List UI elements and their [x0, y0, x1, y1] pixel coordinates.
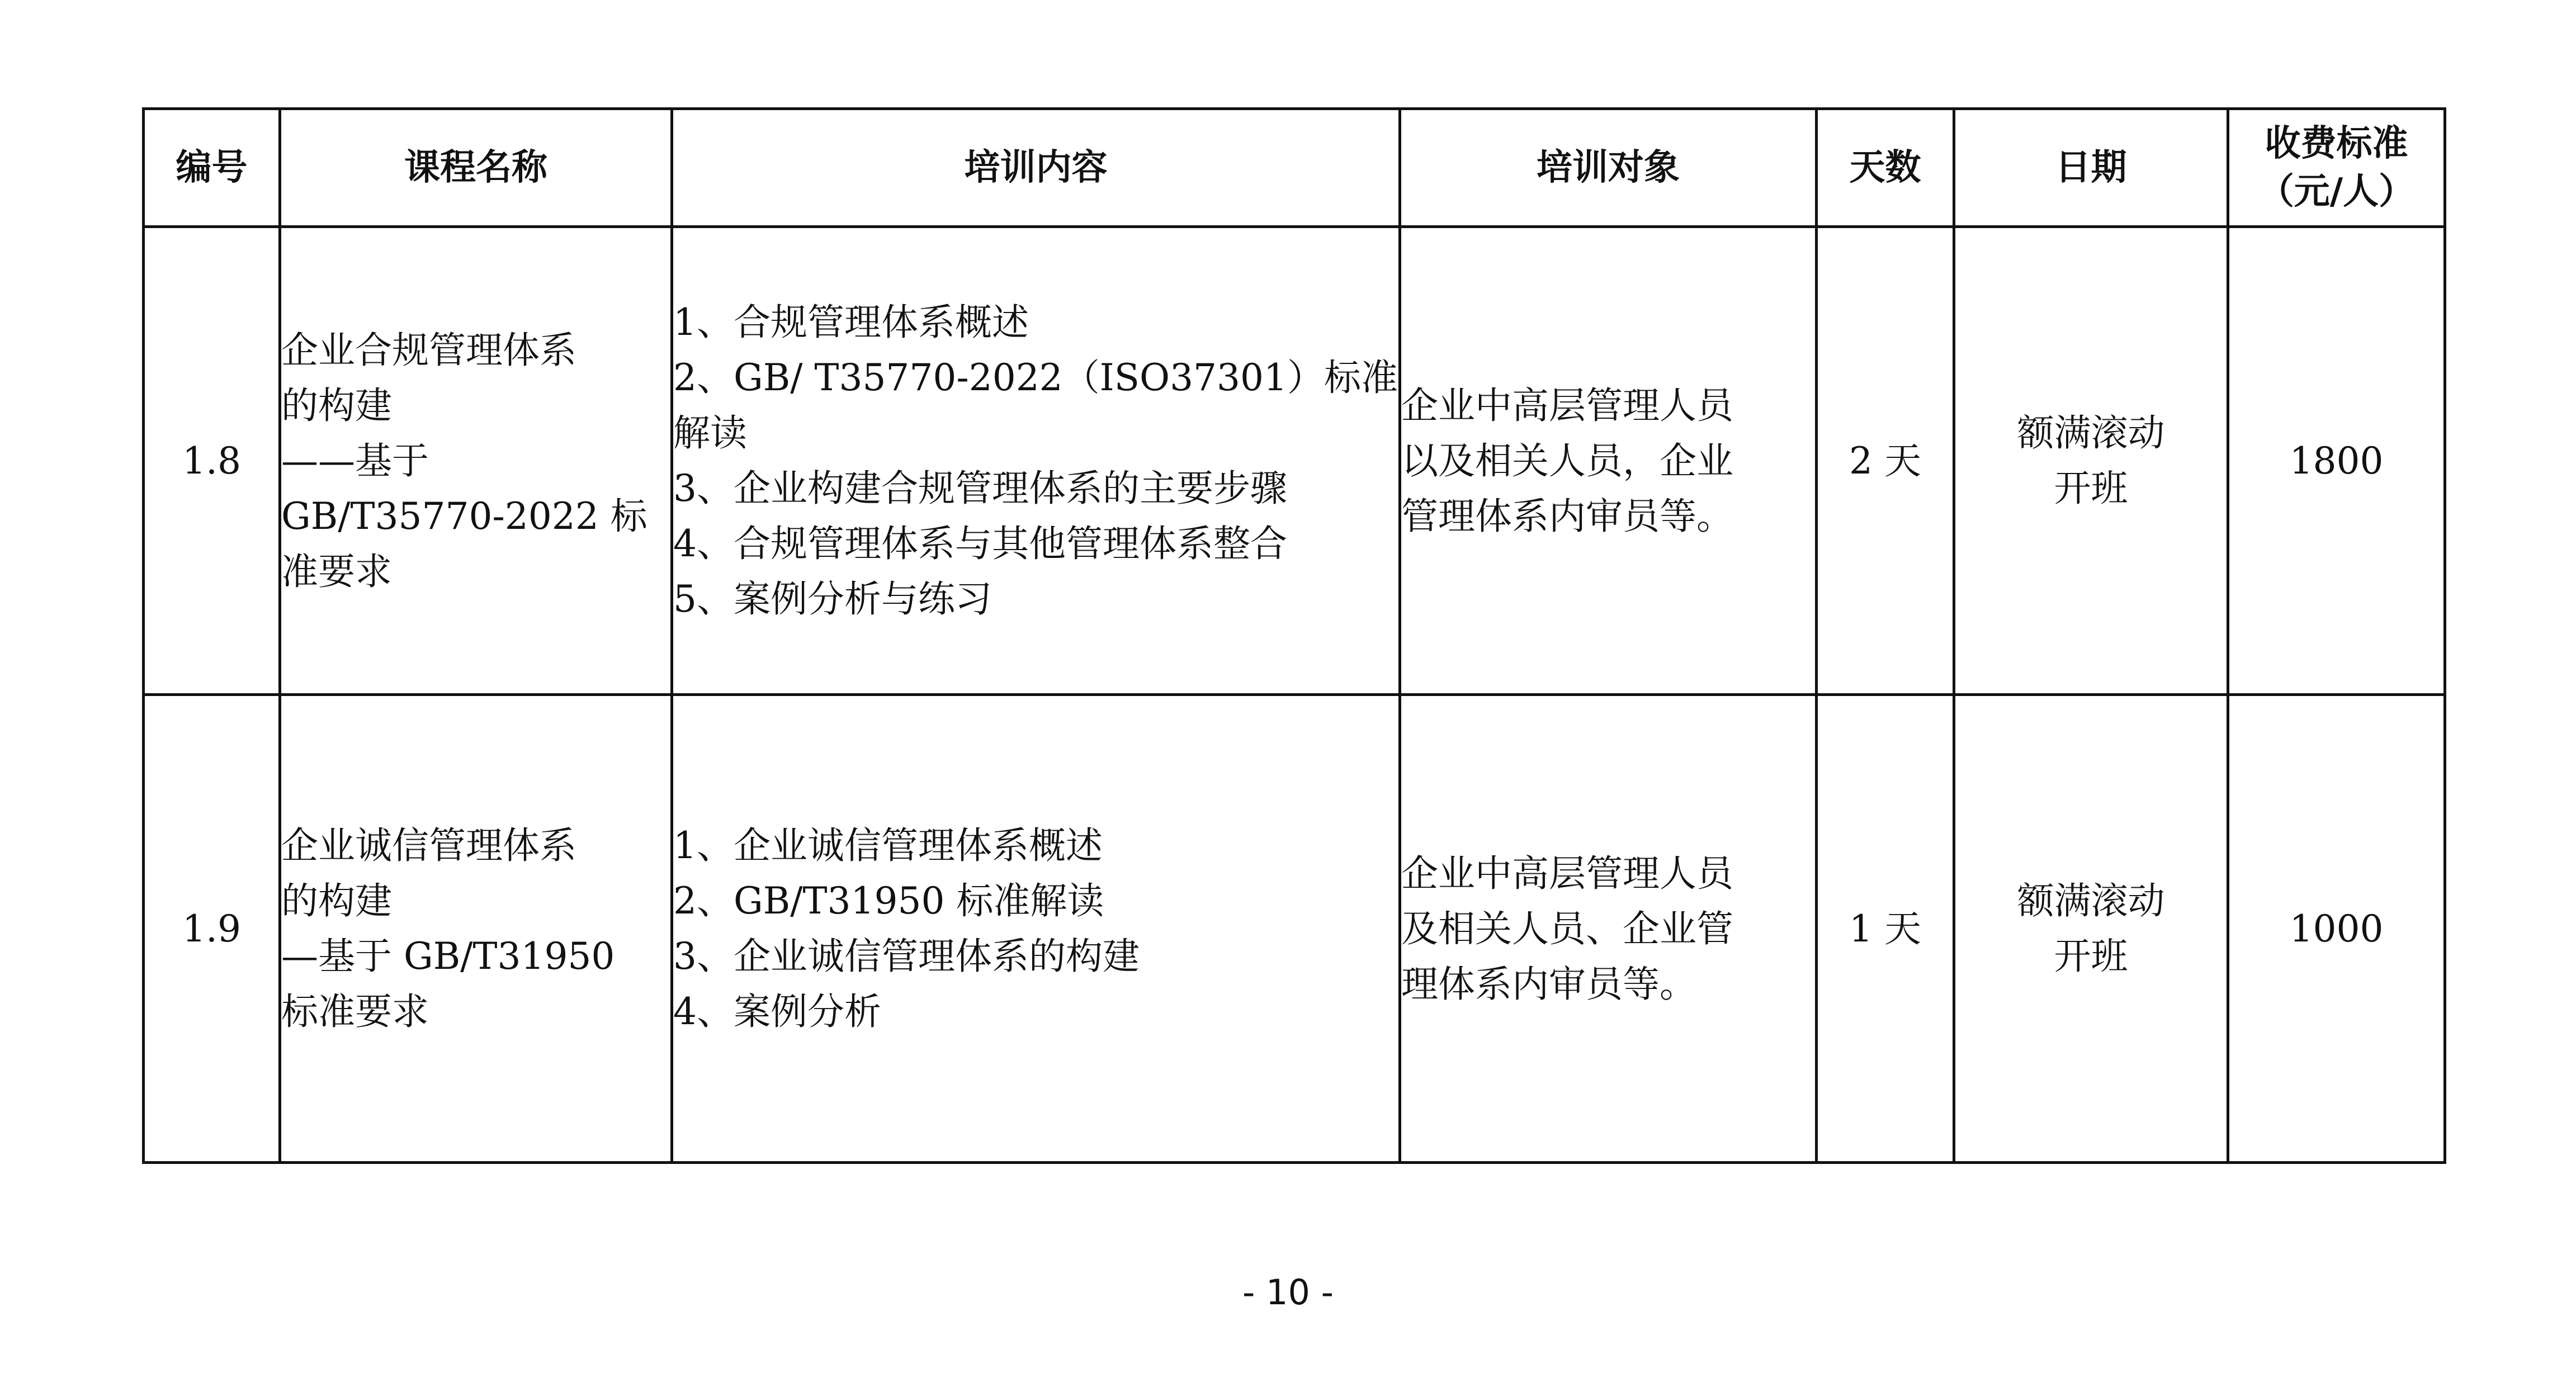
page-number: - 10 - [1242, 1272, 1334, 1313]
content-item: 5、案例分析与练习 [673, 577, 992, 621]
course-fee: 1000 [2228, 695, 2445, 1163]
table-row [144, 695, 2445, 1163]
content-item: 4、案例分析 [673, 990, 881, 1033]
course-name-line: 的构建 [281, 879, 392, 922]
header-date: 日期 [1954, 109, 2228, 227]
date-line: 开班 [2054, 467, 2128, 510]
course-days: 2 天 [1817, 227, 1954, 695]
training-content [672, 695, 1400, 1163]
date-line: 开班 [2054, 935, 2128, 978]
content-item: 4、合规管理体系与其他管理体系整合 [673, 522, 1287, 565]
audience-line: 及相关人员、企业管 [1401, 907, 1733, 950]
header-days: 天数 [1817, 109, 1954, 227]
audience-line: 企业中高层管理人员 [1401, 851, 1733, 895]
course-name [280, 695, 672, 1163]
content-item: 3、企业构建合规管理体系的主要步骤 [673, 467, 1287, 510]
content-item: 3、企业诚信管理体系的构建 [673, 935, 1140, 978]
table-row [144, 227, 2445, 695]
course-date [1954, 227, 2228, 695]
table-header-row [144, 109, 2445, 227]
training-audience [1400, 695, 1817, 1163]
training-content [672, 227, 1400, 695]
header-course-name: 课程名称 [280, 109, 672, 227]
course-fee: 1800 [2228, 227, 2445, 695]
header-number: 编号 [144, 109, 280, 227]
header-training-audience: 培训对象 [1400, 109, 1817, 227]
content-item: 解读 [673, 411, 747, 455]
content-item: 2、GB/T31950 标准解读 [673, 879, 1104, 922]
training-audience [1400, 227, 1817, 695]
course-number: 1.9 [144, 695, 280, 1163]
content-item: 1、合规管理体系概述 [673, 301, 1029, 344]
date-line: 额满滚动 [2017, 879, 2165, 922]
course-name-line: 准要求 [281, 550, 392, 593]
header-fee: 收费标准（元/人） [2228, 109, 2445, 227]
course-days: 1 天 [1817, 695, 1954, 1163]
course-name-line: —基于 GB/T31950 [281, 935, 615, 978]
course-name-line: ——基于 [281, 439, 429, 482]
course-name-line: 企业诚信管理体系 [281, 824, 576, 867]
course-date [1954, 695, 2228, 1163]
audience-line: 管理体系内审员等。 [1401, 494, 1733, 538]
audience-line: 理体系内审员等。 [1401, 962, 1696, 1006]
audience-line: 以及相关人员，企业 [1401, 439, 1733, 482]
audience-line: 企业中高层管理人员 [1401, 384, 1733, 427]
course-name-line: 标准要求 [281, 990, 429, 1033]
course-table [142, 107, 2446, 1164]
course-name-line: 企业合规管理体系 [281, 328, 576, 372]
course-number: 1.8 [144, 227, 280, 695]
content-item: 2、GB/ T35770-2022（ISO37301）标准 [673, 356, 1398, 399]
course-name [280, 227, 672, 695]
date-line: 额满滚动 [2017, 411, 2165, 455]
course-name-line: 的构建 [281, 384, 392, 427]
content-item: 1、企业诚信管理体系概述 [673, 824, 1103, 867]
course-name-line: GB/T35770-2022 标 [281, 494, 647, 538]
header-training-content: 培训内容 [672, 109, 1400, 227]
